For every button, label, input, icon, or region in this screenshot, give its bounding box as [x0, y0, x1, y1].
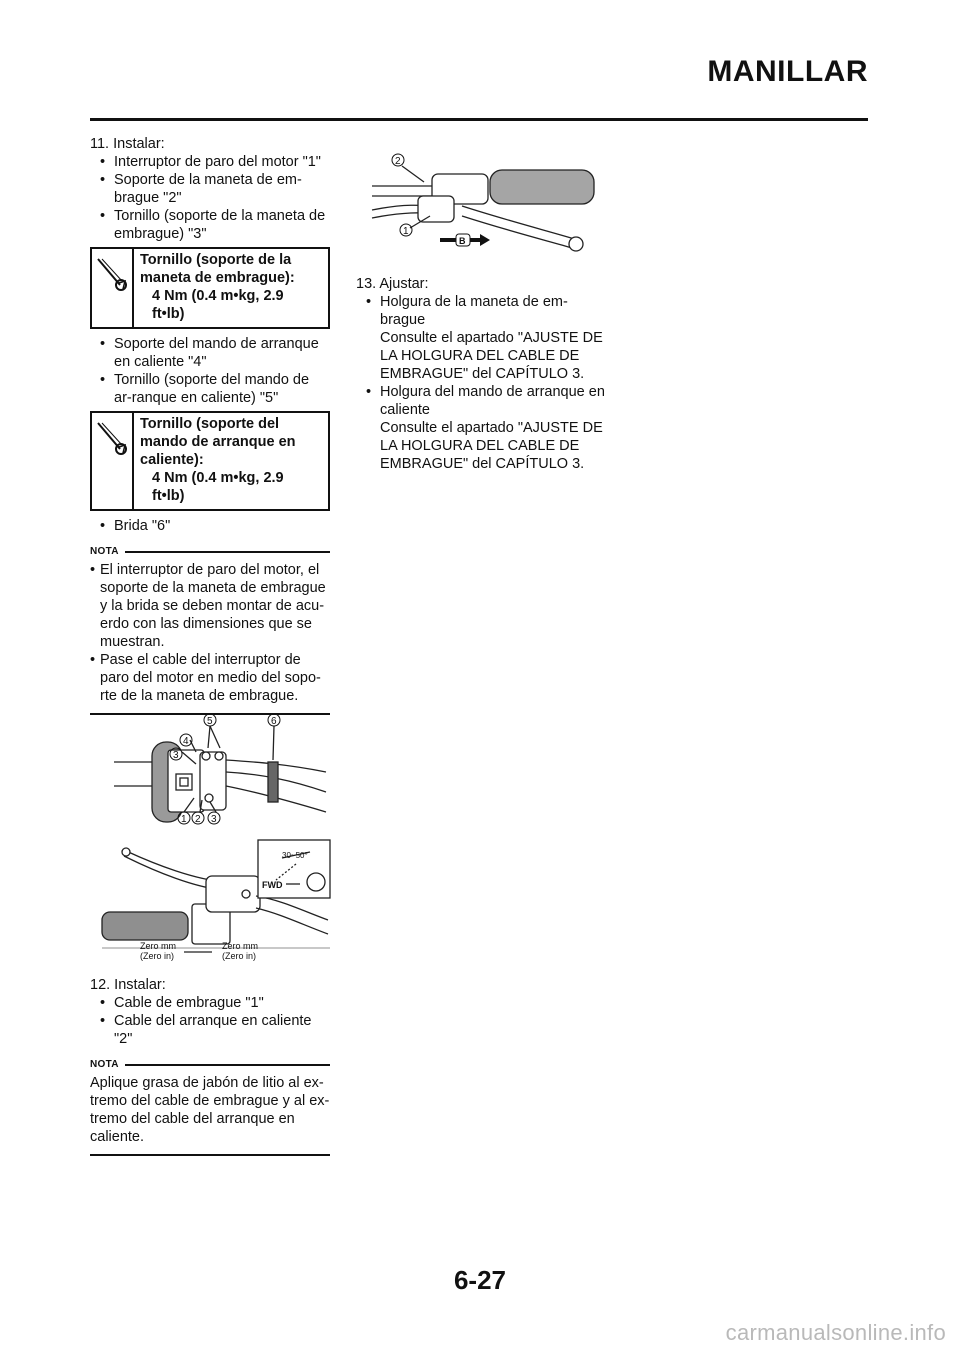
page-number: 6-27 [453, 1265, 507, 1295]
spec-value: 4 Nm (0.4 m•kg, 2.9 [152, 288, 284, 304]
nota-label: NOTA [90, 1059, 119, 1070]
spec-title: Tornillo (soporte del mando de arranque en caliente): [140, 416, 296, 468]
zero-label: (Zero in) [222, 951, 257, 961]
list-item [380, 383, 606, 473]
nota-item: • El interruptor de paro del motor, el soporte de la maneta de embrague y la brida se deben montar de acu-erdo con las dimensiones que se muestran. [100, 561, 330, 651]
header-rule [90, 118, 868, 121]
nota-body [90, 561, 330, 715]
item-reference: Consulte el apartado "AJUSTE DE LA HOLGURA DEL CABLE DE EMBRAGUE" del CAPÍTULO 3. [380, 330, 603, 382]
spec-value-unit: ft•lb) [152, 488, 185, 504]
nota-heading [90, 543, 330, 561]
nota-body [90, 1074, 330, 1156]
page-title: MANILLAR [707, 55, 868, 88]
nota-heading [90, 1056, 330, 1074]
list-item: • Interruptor de paro del motor "1" [114, 153, 330, 171]
callout-label: 5 [207, 716, 213, 727]
item-reference: Consulte el apartado "AJUSTE DE LA HOLGURA DEL CABLE DE EMBRAGUE" del CAPÍTULO 3. [380, 420, 603, 472]
spec-value: 4 Nm (0.4 m•kg, 2.9 [152, 470, 284, 486]
step-11-list-b [90, 335, 330, 407]
nota-text: Aplique grasa de jabón de litio al ex-tremo del cable de embrague y al ex-tremo del cable del arranque en caliente. [90, 1075, 330, 1145]
callout-label: 3 [173, 750, 179, 761]
torque-wrench-icon [92, 413, 134, 509]
callout-label: 2 [195, 814, 201, 825]
callout-label: 3 [211, 814, 217, 825]
list-item: • Tornillo (soporte de la maneta de embrague) "3" [114, 207, 330, 243]
clutch-lever-assembly-figure [96, 700, 336, 970]
spec-value-unit: ft•lb) [152, 306, 185, 322]
zero-label: Zero mm [140, 941, 176, 951]
callout-label: 4 [183, 736, 189, 747]
step-13-label: 13. Ajustar: [356, 276, 429, 292]
step-12-label: 12. Instalar: [90, 977, 166, 993]
step-11-list-a [90, 153, 330, 243]
list-item: • Cable de embrague "1" [114, 994, 330, 1012]
list-item: • Tornillo (soporte del mando de ar-ranque en caliente) "5" [114, 371, 330, 407]
spec-title: Tornillo (soporte de la maneta de embrague): [140, 252, 295, 286]
callout-label: 1 [403, 226, 409, 237]
torque-wrench-icon [92, 249, 134, 327]
torque-spec-box [90, 247, 330, 329]
arrow-tag: B [459, 236, 466, 246]
zero-label: (Zero in) [140, 951, 175, 961]
step-12-block [90, 976, 330, 1156]
list-item: • Cable del arranque en caliente "2" [114, 1012, 330, 1048]
step-11-label: 11. Instalar: [90, 136, 165, 152]
step-13-list [356, 293, 606, 473]
nota-item: • Pase el cable del interruptor de paro del motor en medio del sopo-rte de la maneta de embrague. [100, 651, 330, 705]
callout-label: 6 [271, 716, 277, 727]
callout-label: 1 [181, 814, 187, 825]
step-11-list-c [90, 517, 330, 535]
zero-label: Zero mm [222, 941, 258, 951]
list-item: • Soporte del mando de arranque en caliente "4" [114, 335, 330, 371]
list-item: • Soporte de la maneta de em-brague "2" [114, 171, 330, 207]
list-item: • Brida "6" [114, 517, 330, 535]
torque-spec-box [90, 411, 330, 511]
direction-arrow-icon [440, 234, 490, 246]
fwd-label: FWD [262, 880, 283, 890]
step-12-list [90, 994, 330, 1048]
item-title: • Holgura del mando de arranque en caliente [380, 384, 605, 418]
hot-start-lever-figure [362, 148, 612, 254]
nota-label: NOTA [90, 546, 119, 557]
callout-label: 2 [395, 156, 401, 167]
item-title: • Holgura de la maneta de em-brague [380, 294, 568, 328]
watermark: carmanualsonline.info [725, 1320, 946, 1345]
inset-angle-label: 30~50° [282, 851, 308, 860]
list-item [380, 293, 606, 383]
left-column [90, 135, 330, 715]
right-column [356, 275, 606, 473]
